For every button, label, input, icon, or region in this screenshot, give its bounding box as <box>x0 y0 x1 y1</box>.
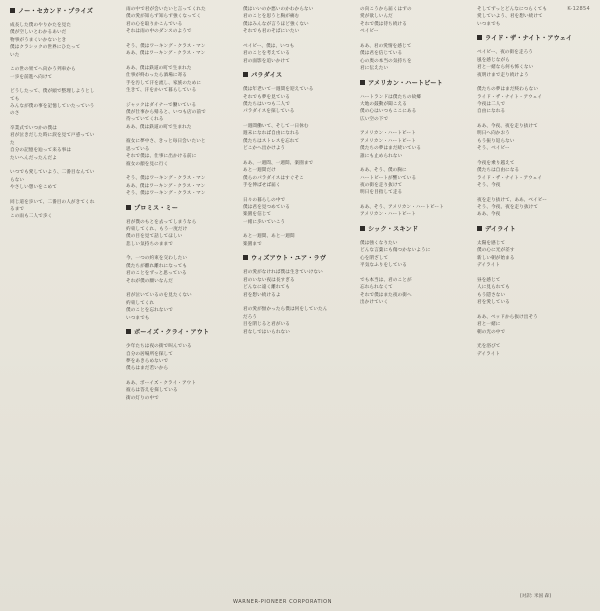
lyric-stanza: 今、一つの約束を交わしたい 僕たちが離れ離れになっても 君のことをずっと思っている それが僕の願いなんだ <box>126 256 188 284</box>
lyric-stanza: の向こうから届くはずの 愛が欲しいんだ それで僕は待ち続ける ベイビー <box>360 7 412 35</box>
song-title <box>126 329 234 337</box>
lyric-stanza: 卒業式でいつかの僕は 君が泣きだした時に涙を見て戸惑ってい た 自分の記憶を辿って来る事は たいへんだったんだよ <box>10 126 95 161</box>
lyric-stanza: ああ、僕は鉄道の町で生まれた 仕事が終わったら酒場に寄る 手を汚して汗を流し、家族のために 生きて、汗をかいて暮らしている <box>126 65 202 94</box>
lyric-stanza: どうしたって、僕が頭で整理しようとし ても みんなが僕の事を記憶していたっていう のさ <box>10 89 95 117</box>
lyric-stanza: 僕は強くなりたい どんな言葉にも傷つかないように 心を閉ざして 平気なふりをしている <box>360 241 431 269</box>
lyric-stanza: 僕たちの夢はまだ終わらない ライド・ザ・ナイト・アウェイ 今夜は二人で 自由になれる <box>477 87 543 115</box>
lyric-stanza: ベイビー、僕は、いつも 君のことを考えている 君の面影を追いかけて <box>243 43 295 64</box>
lyric-stanza: 日々の暮らしの中で 僕は君を見つめている 楽園を信じて 一緒に歩いていこう <box>243 197 290 225</box>
lyric-stanza: 少年たちは夜の街で叫んでいる 自分の居場所を探して 夢をあきらめないで 僕らはまだ若いから <box>126 344 192 372</box>
song-title <box>243 72 351 80</box>
song-title-text: ボーイズ・クライ・アウト <box>134 329 210 337</box>
song-title <box>243 255 351 263</box>
title-marker-icon <box>360 226 365 231</box>
title-marker-icon <box>243 72 248 77</box>
lyric-stanza: でも本当は、君のことが 忘れられなくて それで僕はまた夜の街へ 出かけていく <box>360 277 412 306</box>
lyric-stanza: ああ、そう、アメリカン・ハートビート アメリカン・ハートビート <box>360 205 444 218</box>
lyric-stanza: ああ、ボーイズ・クライ・アウト 彼らは答えを探している 街の灯りの中で <box>126 380 197 401</box>
lyric-stanza: ああ、そう、僕の胸に ハートビートが響いている 夜の街を走り抜けて 明日を目指して走る <box>360 168 417 196</box>
lyric-stanza: 僕はいいのか悪いのかわからない 君のことを思うと胸が痛む 僕はみんなが言うほど強くない それでも君のそばにいたい <box>243 7 314 35</box>
lyric-stanza: ああ、君の愛情を感じて 僕は君を信じている 心の奥の本当の気持ちを 君に伝えたい <box>360 43 412 72</box>
title-marker-icon <box>10 8 15 13</box>
lyric-stanza: 成長した僕のやりかたを見た 僕が空しいとわかるあいだ 物事がうまくいかないとき 僕はクラシックの世界にひたって いた <box>10 23 81 58</box>
lyrics-column-1 <box>10 6 118 228</box>
lyric-stanza: そう、僕はワーキング・クラス・マン ああ、僕はワーキング・クラス・マン <box>126 43 206 57</box>
lyric-stanza: ああ、一週間、一週間、楽園まで あと一週間だけ 僕らのパラダイスはすぐそこ 手を伸ばせば届く <box>243 160 314 189</box>
song-title-text: シック・スキンド <box>368 226 419 234</box>
catalog-number: K-12854 <box>567 6 590 12</box>
song-title-text: アメリカン・ハートビート <box>368 79 443 87</box>
lyric-stanza: ジャックはダイナーで働いている 僕が仕事から帰ると、いつも店の前で 待っていてくれる ああ、僕は鉄道の町で生まれた <box>126 102 206 130</box>
lyrics-column-5 <box>477 6 585 365</box>
title-marker-icon <box>126 205 131 210</box>
lyric-stanza: 君の愛が無かったら僕は何をしていたん だろう 目を閉じると君がいる 君なしではいられない <box>243 307 328 335</box>
lyric-stanza: いつでも愛していよう、二番目なんてい らない やさしい想いをこめて <box>10 170 95 191</box>
lyric-stanza: あと一週間、あと一週間 楽園まで <box>243 234 295 247</box>
song-title <box>477 226 585 234</box>
lyric-stanza: ああ、今夜、夜を走り抜けて 明日へ向かおう もう振り返らない そう、ベイビー <box>477 124 538 152</box>
lyric-stanza: 夜を走り抜けて、ああ、ベイビー そう、今夜、夜を走り抜けて ああ、今夜 <box>477 197 547 218</box>
song-title <box>126 205 234 213</box>
title-marker-icon <box>360 80 365 85</box>
song-title <box>477 35 585 43</box>
label-credit: WARNER-PIONEER CORPORATION <box>233 599 333 605</box>
lyric-stanza: 光を浴びて デイライト <box>477 344 501 357</box>
song-title-text: パラダイス <box>251 72 283 80</box>
lyrics-column-4 <box>360 6 468 314</box>
lyric-stanza: そう、僕はワーキング・クラス・マン ああ、僕はワーキング・クラス・マン そう、僕はワーキング・クラス・マン <box>126 176 206 197</box>
song-title-text: ノー・セカンド・プライズ <box>18 8 94 15</box>
song-title-text: ライド・ザ・ナイト・アウェイ <box>485 35 573 43</box>
title-marker-icon <box>243 255 248 260</box>
lyrics-column-3 <box>243 6 351 343</box>
lyric-stanza: ベイビー、夜の街を走ろう 風を感じながら 君と一緒なら何も怖くない 夜明けまで走り続けよう <box>477 50 534 78</box>
lyric-stanza: そしてずっとどんなにつらくても 愛していよう、君を想い続けて いつまでも <box>477 7 548 27</box>
song-title <box>360 226 468 234</box>
lyrics-column-2 <box>126 6 234 409</box>
lyric-stanza: 昼を感じて 人に見られても もう隠さない 君を愛している <box>477 277 510 306</box>
lyric-stanza: ハートランドは僕たちの故郷 大地の鼓動が聞こえる 僕の心はいつもここにある 広い空の下で <box>360 94 422 122</box>
translator-note: [対訳: 米国 森] <box>520 594 552 599</box>
song-title <box>10 8 118 16</box>
lyric-stanza: 彼女に夢中さ、きっと毎日会いたいと 思っている それで僕は、仕事に出かける前に 彼女の顔を見に行く <box>126 139 206 167</box>
title-marker-icon <box>477 35 482 40</box>
lyric-stanza: 僕は年老いて一週間を迎えている それでも夢を見ている 僕たちはいつも二人で パラダイスを探している <box>243 87 314 115</box>
title-marker-icon <box>126 329 131 334</box>
lyric-stanza: アメリカン・ハートビート アメリカン・ハートビート 僕たちの夢はまだ続いている 誰にも止められない <box>360 131 422 159</box>
song-title-text: プロミス・ミー <box>134 204 179 212</box>
lyric-stanza: 同じ道を歩いて、二番目の人がきてくれ るまで この雨も二人で歩く <box>10 199 95 220</box>
title-marker-icon <box>477 226 482 231</box>
lyric-stanza: 太陽を感じて 僕の心に光が差す 新しい朝が始まる デイライト <box>477 241 515 269</box>
lyric-stanza: 君の愛がなければ僕は生きていけない 君のいない夜は長すぎる どんなに遠く離れても 君を想い続けるよ <box>243 270 323 298</box>
lyric-stanza: 雨の中で君が会いたいと言ってくれた 僕の愛が知らず知らず強くなってく 君の心を取りかこんでいる それは雨の中のダンスのようで <box>126 7 206 35</box>
lyric-stanza: 今夜を乗り越えて 僕たちは自由になる ライド・ザ・ナイト・アウェイ そう、今夜 <box>477 160 543 189</box>
lyric-stanza: 一週間働いて、そして一日休む 週末になれば自由になれる 僕たちはストレスを忘れて どこかへ出かけよう <box>243 124 309 152</box>
song-title-text: デイライト <box>485 226 516 234</box>
lyric-stanza: この世の果てへ向かう列車から 一歩を前進へ向けて <box>10 67 76 80</box>
lyric-stanza: 君が僕のもとを去ってしまうなら 約束してくれ、もう一度だけ 僕の目を見て話してほしい 悲しい気持ちのままで <box>126 219 197 247</box>
lyric-stanza: ああ、ベッドから抜け出そう 君と一緒に 朝の光の中で <box>477 314 538 335</box>
song-title-text: ウィズアウト・ユア・ラヴ <box>251 255 327 263</box>
song-title <box>360 80 468 88</box>
lyric-stanza: 君が泣いているのを見たくない 約束してくれ 僕のことを忘れないで いつまでも <box>126 293 192 321</box>
